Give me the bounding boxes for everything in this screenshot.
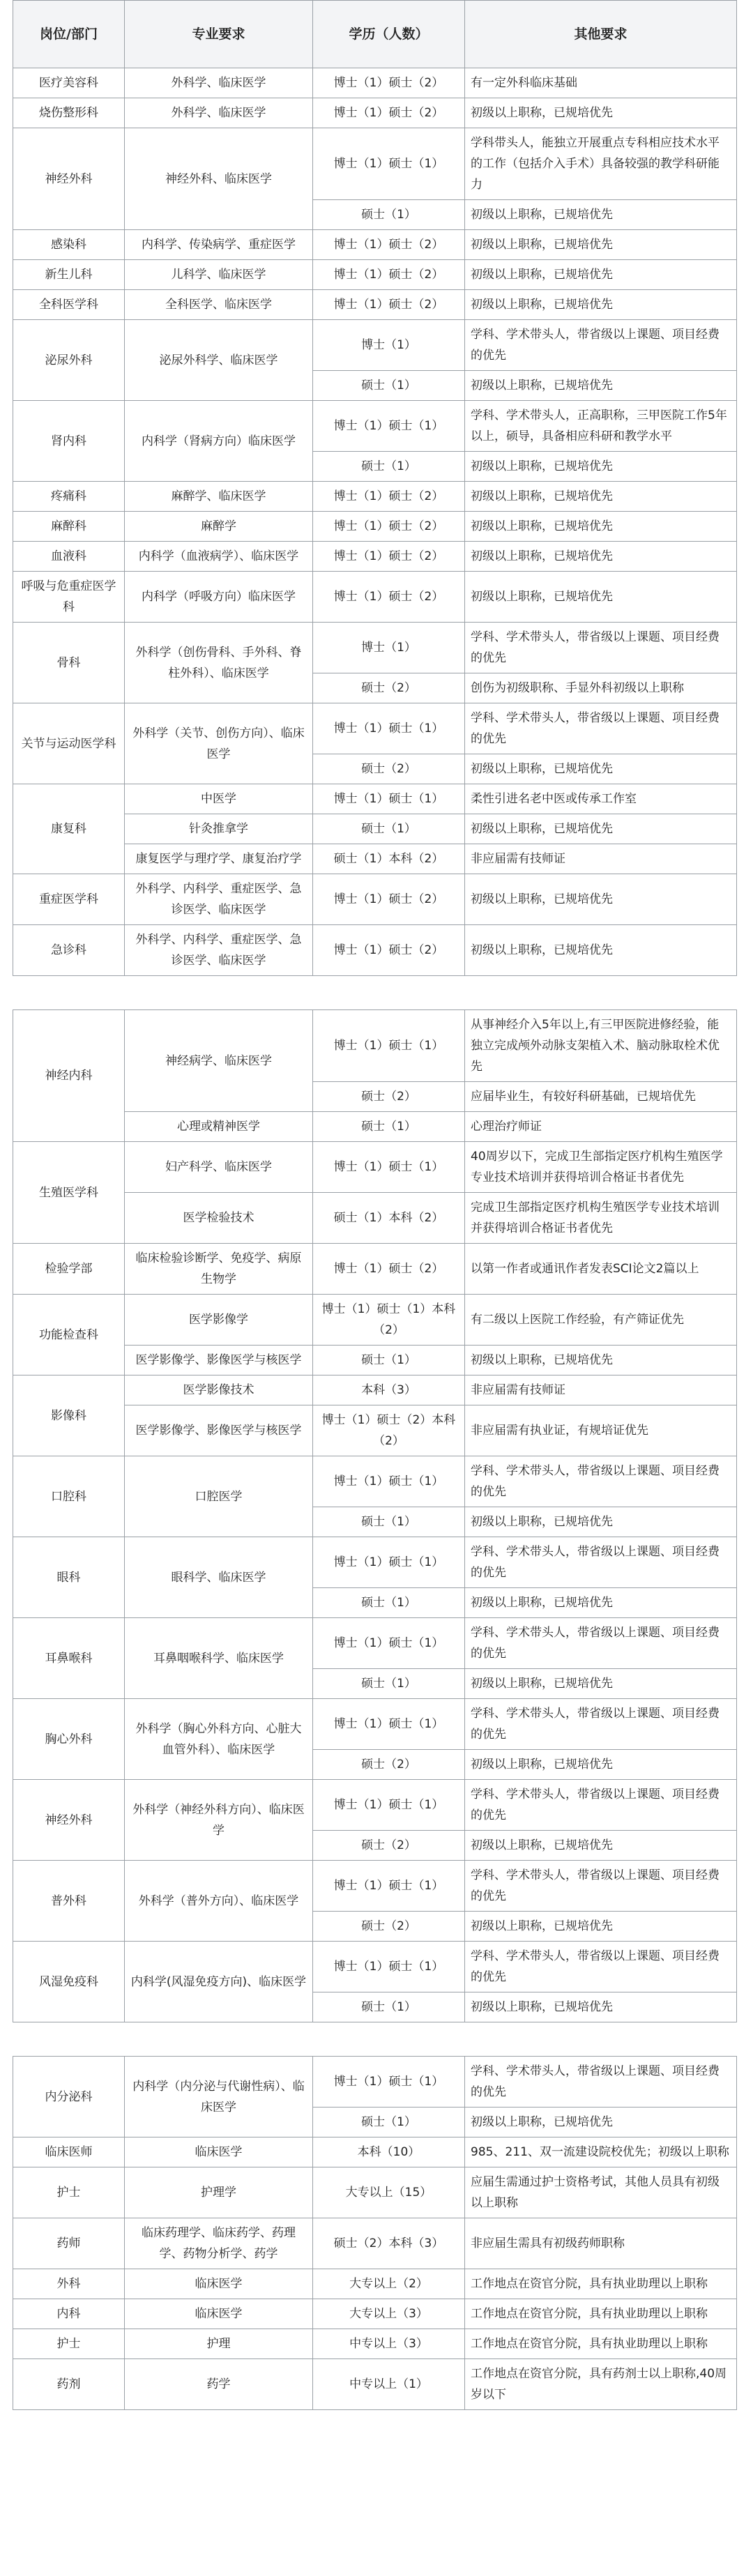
requirements-cell: 工作地点在资官分院，具有执业助理以上职称 — [465, 2299, 737, 2329]
requirements-cell: 学科、学术带头人，带省级以上课题、项目经费的优先 — [465, 1780, 737, 1831]
degree-cell: 博士（1）硕士（2） — [313, 925, 465, 976]
requirements-cell: 学科、学术带头人，带省级以上课题、项目经费的优先 — [465, 1942, 737, 1992]
requirements-cell: 初级以上职称，已规培优先 — [465, 1750, 737, 1780]
major-cell: 心理或精神医学 — [125, 1112, 313, 1142]
table-row — [13, 2299, 737, 2329]
table-row — [13, 1699, 737, 1750]
major-cell: 口腔医学 — [125, 1456, 313, 1537]
requirements-cell: 非应届需有执业证，有规培证优先 — [465, 1405, 737, 1456]
major-cell: 内科学、传染病学、重症医学 — [125, 230, 313, 260]
requirements-cell: 初级以上职称，已规培优先 — [465, 542, 737, 572]
requirements-cell: 初级以上职称，已规培优先 — [465, 1507, 737, 1537]
degree-cell: 博士（1）硕士（1） — [313, 1456, 465, 1507]
major-cell: 耳鼻咽喉科学、临床医学 — [125, 1618, 313, 1699]
header-requirements: 其他要求 — [465, 1, 737, 68]
table-row — [13, 98, 737, 128]
requirements-cell: 工作地点在资官分院，具有执业助理以上职称 — [465, 2269, 737, 2299]
major-cell: 护理 — [125, 2329, 313, 2359]
dept-cell: 药剂 — [13, 2359, 125, 2410]
dept-cell: 护士 — [13, 2167, 125, 2218]
header-major: 专业要求 — [125, 1, 313, 68]
degree-cell: 博士（1）硕士（1） — [313, 2057, 465, 2108]
major-cell: 外科学、临床医学 — [125, 98, 313, 128]
degree-cell: 博士（1）硕士（2） — [313, 542, 465, 572]
degree-cell: 硕士（2） — [313, 1750, 465, 1780]
table-row — [13, 482, 737, 512]
dept-cell: 骨科 — [13, 623, 125, 703]
table-row — [13, 260, 737, 290]
requirements-cell: 初级以上职称，已规培优先 — [465, 98, 737, 128]
degree-cell: 硕士（2）本科（3） — [313, 2218, 465, 2269]
degree-cell: 硕士（1） — [313, 1992, 465, 2022]
requirements-cell: 学科、学术带头人，带省级以上课题、项目经费的优先 — [465, 1861, 737, 1912]
dept-cell: 烧伤整形科 — [13, 98, 125, 128]
degree-cell: 大专以上（15） — [313, 2167, 465, 2218]
table-row — [13, 572, 737, 623]
requirements-cell: 学科、学术带头人，带省级以上课题、项目经费的优先 — [465, 1699, 737, 1750]
table-row — [13, 1780, 737, 1831]
table-body — [13, 68, 737, 2410]
table-row — [13, 401, 737, 452]
requirements-cell: 工作地点在资官分院，具有药剂士以上职称,40周岁以下 — [465, 2359, 737, 2410]
degree-cell: 博士（1）硕士（2） — [313, 512, 465, 542]
requirements-cell: 初级以上职称，已规培优先 — [465, 230, 737, 260]
degree-cell: 博士（1）硕士（1） — [313, 1618, 465, 1669]
dept-cell: 呼吸与危重症医学科 — [13, 572, 125, 623]
table-row — [13, 2137, 737, 2167]
major-cell: 医学影像学、影像医学与核医学 — [125, 1405, 313, 1456]
requirements-cell: 工作地点在资官分院，具有执业助理以上职称 — [465, 2329, 737, 2359]
degree-cell: 中专以上（1） — [313, 2359, 465, 2410]
requirements-cell: 非应届生需具有初级药师职称 — [465, 2218, 737, 2269]
requirements-cell: 学科、学术带头人，带省级以上课题、项目经费的优先 — [465, 703, 737, 754]
dept-cell: 血液科 — [13, 542, 125, 572]
dept-cell: 耳鼻喉科 — [13, 1618, 125, 1699]
requirements-cell: 初级以上职称，已规培优先 — [465, 2108, 737, 2137]
major-cell: 临床检验诊断学、免疫学、病原生物学 — [125, 1244, 313, 1295]
major-cell: 外科学（胸心外科方向、心脏大血管外科）、临床医学 — [125, 1699, 313, 1780]
dept-cell: 外科 — [13, 2269, 125, 2299]
table-row — [13, 1295, 737, 1346]
major-cell: 内科学（内分泌与代谢性病）、临床医学 — [125, 2057, 313, 2137]
degree-cell: 硕士（1） — [313, 1588, 465, 1618]
dept-cell: 泌尿外科 — [13, 320, 125, 401]
major-cell: 医学影像技术 — [125, 1375, 313, 1405]
major-cell: 针灸推拿学 — [125, 814, 313, 844]
major-cell: 外科学、内科学、重症医学、急诊医学、临床医学 — [125, 874, 313, 925]
degree-cell: 博士（1）硕士（2） — [313, 98, 465, 128]
degree-cell: 硕士（1） — [313, 1669, 465, 1699]
table-row — [13, 1537, 737, 1588]
requirements-cell: 心理治疗师证 — [465, 1112, 737, 1142]
header-dept: 岗位/部门 — [13, 1, 125, 68]
degree-cell: 硕士（1） — [313, 200, 465, 230]
degree-cell: 硕士（2） — [313, 1912, 465, 1942]
table-row — [13, 703, 737, 754]
major-cell: 药学 — [125, 2359, 313, 2410]
table-row — [13, 1010, 737, 1082]
requirements-cell: 初级以上职称，已规培优先 — [465, 1992, 737, 2022]
dept-cell: 重症医学科 — [13, 874, 125, 925]
table-row — [13, 1375, 737, 1405]
dept-cell: 护士 — [13, 2329, 125, 2359]
dept-cell: 药师 — [13, 2218, 125, 2269]
recruitment-table — [13, 0, 737, 2410]
major-cell: 临床医学 — [125, 2137, 313, 2167]
degree-cell: 硕士（1） — [313, 371, 465, 401]
table-row — [13, 290, 737, 320]
requirements-cell: 985、211、双一流建设院校优先；初级以上职称 — [465, 2137, 737, 2167]
requirements-cell: 初级以上职称，已规培优先 — [465, 572, 737, 623]
dept-cell: 康复科 — [13, 784, 125, 874]
requirements-cell: 初级以上职称，已规培优先 — [465, 452, 737, 482]
requirements-cell: 有二级以上医院工作经验，有产筛证优先 — [465, 1295, 737, 1346]
requirements-cell: 非应届需有技师证 — [465, 844, 737, 874]
table-row — [13, 128, 737, 200]
table-row — [13, 320, 737, 371]
table-row — [13, 1244, 737, 1295]
major-cell: 妇产科学、临床医学 — [125, 1142, 313, 1193]
degree-cell: 博士（1）硕士（2） — [313, 572, 465, 623]
table-row — [13, 2218, 737, 2269]
table-row — [13, 2359, 737, 2410]
degree-cell: 博士（1） — [313, 320, 465, 371]
section-gap-cell — [13, 976, 737, 1010]
requirements-cell: 初级以上职称，已规培优先 — [465, 260, 737, 290]
table-row — [13, 2167, 737, 2218]
table-row — [13, 623, 737, 673]
major-cell: 中医学 — [125, 784, 313, 814]
dept-cell: 疼痛科 — [13, 482, 125, 512]
table-row — [13, 1942, 737, 1992]
degree-cell: 博士（1）硕士（1） — [313, 1861, 465, 1912]
requirements-cell: 以第一作者或通讯作者发表SCI论文2篇以上 — [465, 1244, 737, 1295]
table-row — [13, 1861, 737, 1912]
requirements-cell: 初级以上职称，已规培优先 — [465, 482, 737, 512]
degree-cell: 博士（1）硕士（2） — [313, 290, 465, 320]
degree-cell: 硕士（1） — [313, 1112, 465, 1142]
table-header-row — [13, 1, 737, 68]
degree-cell: 博士（1）硕士（2） — [313, 1244, 465, 1295]
table-row — [13, 230, 737, 260]
requirements-cell: 学科、学术带头人，带省级以上课题、项目经费的优先 — [465, 1537, 737, 1588]
major-cell: 外科学、临床医学 — [125, 68, 313, 98]
major-cell: 外科学、内科学、重症医学、急诊医学、临床医学 — [125, 925, 313, 976]
degree-cell: 硕士（1）本科（2） — [313, 1193, 465, 1244]
dept-cell: 内分泌科 — [13, 2057, 125, 2137]
requirements-cell: 创伤为初级职称、手显外科初级以上职称 — [465, 673, 737, 703]
major-cell: 泌尿外科学、临床医学 — [125, 320, 313, 401]
major-cell: 医学检验技术 — [125, 1193, 313, 1244]
dept-cell: 肾内科 — [13, 401, 125, 482]
table-row — [13, 925, 737, 976]
degree-cell: 博士（1）硕士（1） — [313, 1142, 465, 1193]
dept-cell: 检验学部 — [13, 1244, 125, 1295]
requirements-cell: 应届毕业生，有较好科研基础，已规培优先 — [465, 1082, 737, 1112]
major-cell: 内科学(风湿免疫方向)、临床医学 — [125, 1942, 313, 2022]
degree-cell: 博士（1）硕士（1） — [313, 784, 465, 814]
major-cell: 神经外科、临床医学 — [125, 128, 313, 230]
degree-cell: 博士（1）硕士（2） — [313, 260, 465, 290]
major-cell: 护理学 — [125, 2167, 313, 2218]
dept-cell: 眼科 — [13, 1537, 125, 1618]
requirements-cell: 学科、学术带头人，正高职称，三甲医院工作5年以上，硕导，具备相应科研和教学水平 — [465, 401, 737, 452]
table-row — [13, 2269, 737, 2299]
degree-cell: 硕士（1） — [313, 1507, 465, 1537]
dept-cell: 功能检查科 — [13, 1295, 125, 1375]
section-gap-cell — [13, 2022, 737, 2057]
table-row — [13, 1142, 737, 1193]
major-cell: 儿科学、临床医学 — [125, 260, 313, 290]
degree-cell: 硕士（1） — [313, 2108, 465, 2137]
table-row — [13, 68, 737, 98]
requirements-cell: 初级以上职称，已规培优先 — [465, 874, 737, 925]
dept-cell: 麻醉科 — [13, 512, 125, 542]
degree-cell: 博士（1）硕士（1） — [313, 401, 465, 452]
dept-cell: 神经外科 — [13, 128, 125, 230]
degree-cell: 博士（1）硕士（1）本科（2） — [313, 1295, 465, 1346]
major-cell: 临床药理学、临床药学、药理学、药物分析学、药学 — [125, 2218, 313, 2269]
table-row — [13, 2057, 737, 2108]
requirements-cell: 非应届需有技师证 — [465, 1375, 737, 1405]
dept-cell: 关节与运动医学科 — [13, 703, 125, 784]
dept-cell: 神经内科 — [13, 1010, 125, 1142]
table-row — [13, 542, 737, 572]
dept-cell: 新生儿科 — [13, 260, 125, 290]
degree-cell: 大专以上（2） — [313, 2269, 465, 2299]
requirements-cell: 初级以上职称，已规培优先 — [465, 925, 737, 976]
major-cell: 内科学（呼吸方向）临床医学 — [125, 572, 313, 623]
requirements-cell: 学科、学术带头人，带省级以上课题、项目经费的优先 — [465, 623, 737, 673]
major-cell: 康复医学与理疗学、康复治疗学 — [125, 844, 313, 874]
requirements-cell: 初级以上职称，已规培优先 — [465, 754, 737, 784]
degree-cell: 硕士（2） — [313, 1831, 465, 1861]
major-cell: 外科学（创伤骨科、手外科、脊柱外科）、临床医学 — [125, 623, 313, 703]
degree-cell: 硕士（2） — [313, 673, 465, 703]
table-row — [13, 512, 737, 542]
major-cell: 外科学（关节、创伤方向）、临床医学 — [125, 703, 313, 784]
degree-cell: 博士（1）硕士（2） — [313, 874, 465, 925]
requirements-cell: 初级以上职称，已规培优先 — [465, 1346, 737, 1375]
major-cell: 全科医学、临床医学 — [125, 290, 313, 320]
requirements-cell: 初级以上职称，已规培优先 — [465, 1669, 737, 1699]
requirements-cell: 柔性引进名老中医或传承工作室 — [465, 784, 737, 814]
major-cell: 麻醉学、临床医学 — [125, 482, 313, 512]
dept-cell: 生殖医学科 — [13, 1142, 125, 1244]
major-cell: 临床医学 — [125, 2299, 313, 2329]
dept-cell: 普外科 — [13, 1861, 125, 1942]
degree-cell: 博士（1）硕士（2）本科（2） — [313, 1405, 465, 1456]
requirements-cell: 初级以上职称，已规培优先 — [465, 1588, 737, 1618]
requirements-cell: 从事神经介入5年以上,有三甲医院进修经验，能独立完成颅外动脉支架植入术、脑动脉取栓术优先 — [465, 1010, 737, 1082]
requirements-cell: 学科带头人，能独立开展重点专科相应技术水平的工作（包括介入手术）具备较强的教学科研能力 — [465, 128, 737, 200]
dept-cell: 医疗美容科 — [13, 68, 125, 98]
degree-cell: 博士（1）硕士（1） — [313, 703, 465, 754]
degree-cell: 硕士（1）本科（2） — [313, 844, 465, 874]
table-row — [13, 1618, 737, 1669]
table-row — [13, 784, 737, 814]
degree-cell: 本科（10） — [313, 2137, 465, 2167]
requirements-cell: 初级以上职称，已规培优先 — [465, 1912, 737, 1942]
dept-cell: 急诊科 — [13, 925, 125, 976]
section-gap — [13, 2022, 737, 2057]
major-cell: 内科学（肾病方向）临床医学 — [125, 401, 313, 482]
requirements-cell: 初级以上职称，已规培优先 — [465, 1831, 737, 1861]
header-degree: 学历（人数） — [313, 1, 465, 68]
degree-cell: 博士（1）硕士（1） — [313, 128, 465, 200]
degree-cell: 硕士（2） — [313, 1082, 465, 1112]
requirements-cell: 初级以上职称，已规培优先 — [465, 290, 737, 320]
requirements-cell: 初级以上职称，已规培优先 — [465, 814, 737, 844]
requirements-cell: 初级以上职称，已规培优先 — [465, 371, 737, 401]
degree-cell: 大专以上（3） — [313, 2299, 465, 2329]
degree-cell: 硕士（2） — [313, 754, 465, 784]
section-gap — [13, 976, 737, 1010]
dept-cell: 临床医师 — [13, 2137, 125, 2167]
degree-cell: 博士（1）硕士（1） — [313, 1699, 465, 1750]
requirements-cell: 完成卫生部指定医疗机构生殖医学专业技术培训并获得培训合格证书者优先 — [465, 1193, 737, 1244]
table-row — [13, 874, 737, 925]
degree-cell: 博士（1）硕士（1） — [313, 1537, 465, 1588]
degree-cell: 硕士（1） — [313, 814, 465, 844]
major-cell: 外科学（普外方向）、临床医学 — [125, 1861, 313, 1942]
requirements-cell: 初级以上职称，已规培优先 — [465, 200, 737, 230]
degree-cell: 中专以上（3） — [313, 2329, 465, 2359]
dept-cell: 风湿免疫科 — [13, 1942, 125, 2022]
major-cell: 内科学（血液病学）、临床医学 — [125, 542, 313, 572]
major-cell: 外科学（神经外科方向）、临床医学 — [125, 1780, 313, 1861]
requirements-cell: 应届生需通过护士资格考试，其他人员具有初级以上职称 — [465, 2167, 737, 2218]
dept-cell: 内科 — [13, 2299, 125, 2329]
dept-cell: 影像科 — [13, 1375, 125, 1456]
table-row — [13, 1456, 737, 1507]
requirements-cell: 学科、学术带头人，带省级以上课题、项目经费的优先 — [465, 1456, 737, 1507]
major-cell: 临床医学 — [125, 2269, 313, 2299]
degree-cell: 博士（1）硕士（2） — [313, 230, 465, 260]
major-cell: 麻醉学 — [125, 512, 313, 542]
table-row — [13, 2329, 737, 2359]
dept-cell: 口腔科 — [13, 1456, 125, 1537]
degree-cell: 博士（1） — [313, 623, 465, 673]
requirements-cell: 40周岁以下，完成卫生部指定医疗机构生殖医学专业技术培训并获得培训合格证书者优先 — [465, 1142, 737, 1193]
degree-cell: 博士（1）硕士（1） — [313, 1780, 465, 1831]
major-cell: 神经病学、临床医学 — [125, 1010, 313, 1112]
degree-cell: 硕士（1） — [313, 452, 465, 482]
degree-cell: 博士（1）硕士（2） — [313, 68, 465, 98]
requirements-cell: 学科、学术带头人，带省级以上课题、项目经费的优先 — [465, 2057, 737, 2108]
degree-cell: 博士（1）硕士（2） — [313, 482, 465, 512]
requirements-cell: 学科、学术带头人，带省级以上课题、项目经费的优先 — [465, 1618, 737, 1669]
dept-cell: 胸心外科 — [13, 1699, 125, 1780]
requirements-cell: 有一定外科临床基础 — [465, 68, 737, 98]
requirements-cell: 学科、学术带头人，带省级以上课题、项目经费的优先 — [465, 320, 737, 371]
dept-cell: 神经外科 — [13, 1780, 125, 1861]
dept-cell: 全科医学科 — [13, 290, 125, 320]
requirements-cell: 初级以上职称，已规培优先 — [465, 512, 737, 542]
degree-cell: 博士（1）硕士（1） — [313, 1942, 465, 1992]
major-cell: 医学影像学 — [125, 1295, 313, 1346]
degree-cell: 硕士（1） — [313, 1346, 465, 1375]
major-cell: 眼科学、临床医学 — [125, 1537, 313, 1618]
degree-cell: 博士（1）硕士（1） — [313, 1010, 465, 1082]
major-cell: 医学影像学、影像医学与核医学 — [125, 1346, 313, 1375]
dept-cell: 感染科 — [13, 230, 125, 260]
degree-cell: 本科（3） — [313, 1375, 465, 1405]
